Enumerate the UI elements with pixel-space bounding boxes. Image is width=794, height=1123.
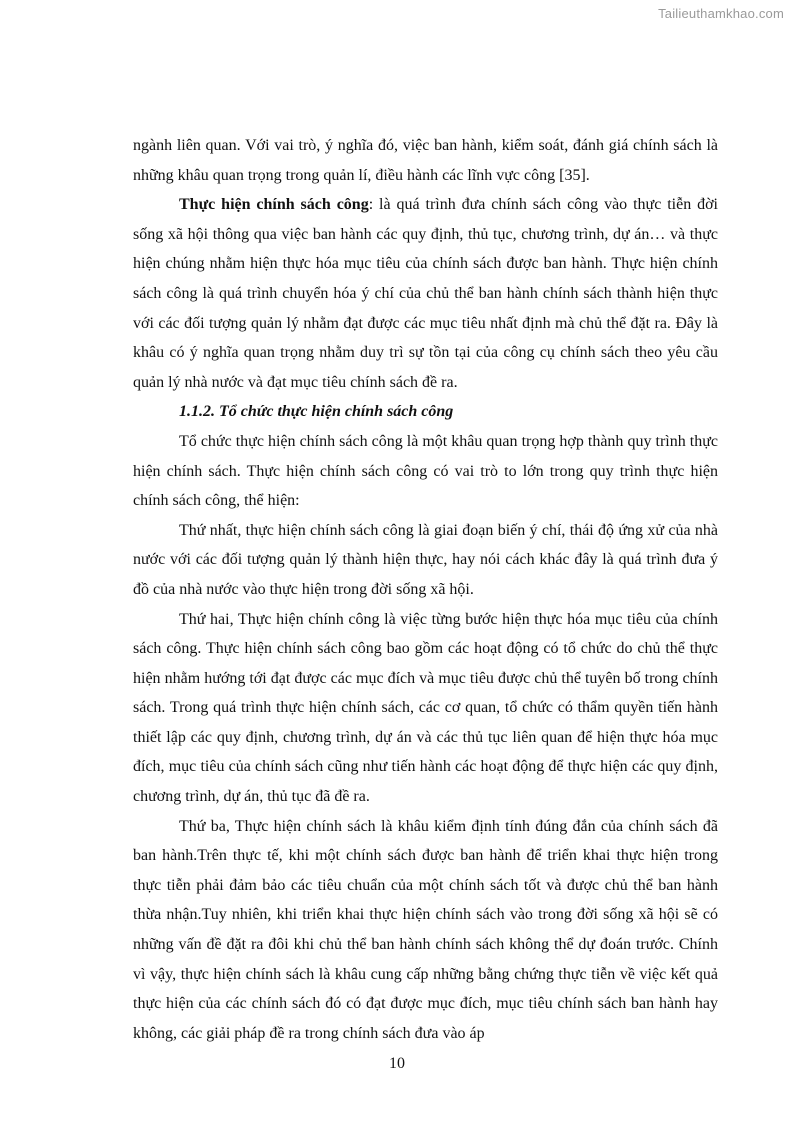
paragraph-definition (133, 190, 718, 397)
paragraph-continuation: ngành liên quan. Với vai trò, ý nghĩa đó, việc ban hành, kiểm soát, đánh giá chính sách là những khâu quan trọng trong quản lí, điều hành các lĩnh vực công [35]. (133, 137, 718, 184)
paragraph: Thứ nhất, thực hiện chính sách công là giai đoạn biến ý chí, thái độ ứng xử của nhà nước với các đối tượng quản lý thành hiện thực, hay nói cách khác đây là quá trình đưa ý đồ của nhà nước vào thực hiện trong đời sống xã hội. (133, 521, 718, 598)
bold-term: Thực hiện chính sách công (179, 196, 369, 214)
paragraph-text: : là quá trình đưa chính sách công vào thực tiễn đời sống xã hội thông qua việc ban hành các quy định, thủ tục, chương trình, dự án… và thực hiện chúng nhằm hiện thực hóa mục tiêu của chính sách được ban hành. Thực hiện chính sách công là quá trình chuyển hóa ý chí của chủ thể ban hành chính sách thành hiện thực với các đối tượng quản lý nhằm đạt được các mục tiêu nhất định mà chủ thể đặt ra. Đây là khâu có ý nghĩa quan trọng nhằm duy trì sự tồn tại của công cụ chính sách theo yêu cầu quản lý nhà nước và đạt mục tiêu chính sách đề ra. (133, 196, 718, 391)
paragraph: Tổ chức thực hiện chính sách công là một khâu quan trọng hợp thành quy trình thực hiện chính sách. Thực hiện chính sách công có vai trò to lớn trong quy trình thực hiện chính sách công, thể hiện: (133, 432, 718, 510)
page-number: 10 (389, 1055, 405, 1072)
paragraph: Thứ hai, Thực hiện chính công là việc từng bước hiện thực hóa mục tiêu của chính sách công. Thực hiện chính sách công bao gồm các hoạt động có tổ chức do chủ thể thực hiện nhằm hướng tới đạt được các mục đích và mục tiêu được chủ thể tuyên bố trong chính sách. Trong quá trình thực hiện chính sách, các cơ quan, tổ chức có thẩm quyền tiến hành thiết lập các quy định, chương trình, dự án và các thủ tục liên quan để hiện thực hóa mục đích, mục tiêu của chính sách cũng như tiến hành các hoạt động để thực hiện các quy định, chương trình, dự án, thủ tục đã đề ra. (133, 610, 718, 806)
paragraph: Thứ ba, Thực hiện chính sách là khâu kiểm định tính đúng đắn của chính sách đã ban hành.Trên thực tế, khi một chính sách được ban hành để triển khai thực hiện trong thực tiễn phải đảm bảo các tiêu chuẩn của một chính sách tốt và được chủ thể ban hành thừa nhận.Tuy nhiên, khi triển khai thực hiện chính sách vào trong đời sống xã hội sẽ có những vấn đề đặt ra đôi khi chủ thể ban hành chính sách không thể dự đoán trước. Chính vì vậy, thực hiện chính sách là khâu cung cấp những bằng chứng thực tiễn về việc kết quả thực hiện của các chính sách đó có đạt được mục đích, mục tiêu chính sách ban hành hay không, các giải pháp đề ra trong chính sách đưa vào áp (133, 817, 718, 1042)
document-body (133, 131, 718, 1048)
watermark: Tailieuthamkhao.com (658, 6, 784, 21)
section-heading: 1.1.2. Tổ chức thực hiện chính sách công (179, 403, 454, 421)
